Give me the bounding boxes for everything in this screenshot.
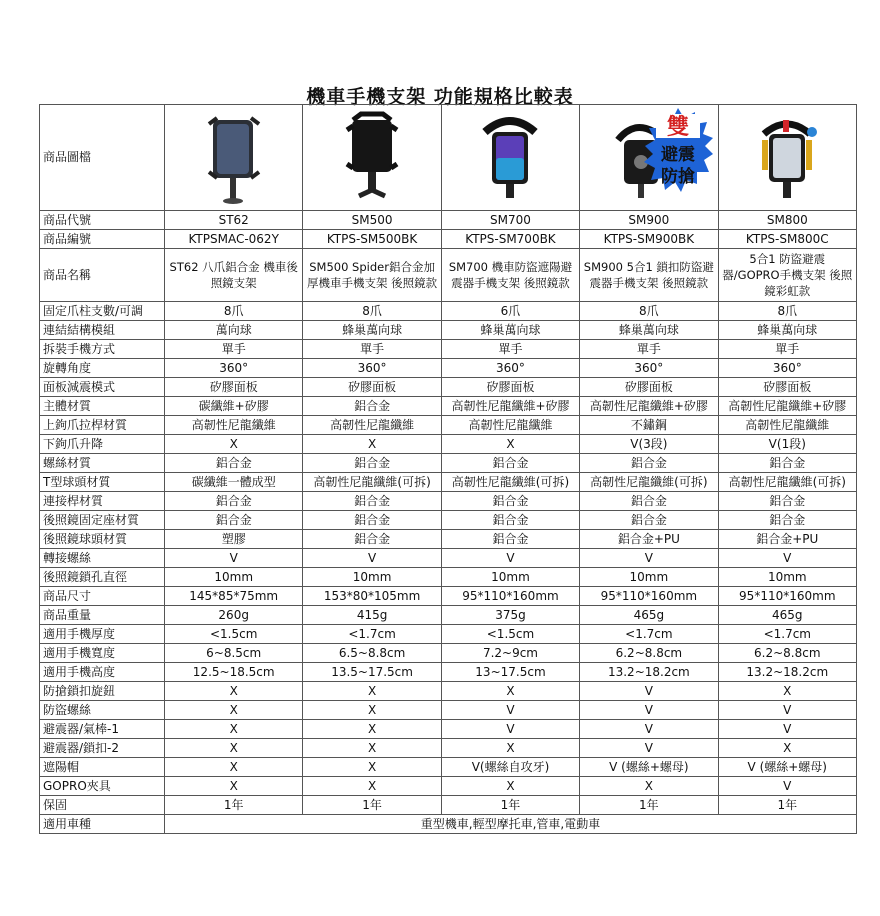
- table-cell: 10mm: [303, 568, 441, 587]
- table-cell: 7.2~9cm: [441, 644, 579, 663]
- table-cell: 高韌性尼龍纖維: [165, 416, 303, 435]
- spec-row: [40, 663, 857, 682]
- table-cell: SM900: [580, 211, 718, 230]
- table-cell: 鋁合金: [165, 454, 303, 473]
- table-cell: 6~8.5cm: [165, 644, 303, 663]
- row-label: T型球頭材質: [40, 473, 165, 492]
- product-image-cell: [441, 105, 579, 211]
- table-cell: ST62: [165, 211, 303, 230]
- table-cell: X: [441, 739, 579, 758]
- spec-row: [40, 720, 857, 739]
- table-cell: V: [165, 549, 303, 568]
- spec-row: [40, 701, 857, 720]
- table-cell: 95*110*160mm: [441, 587, 579, 606]
- table-cell: 鋁合金: [441, 530, 579, 549]
- table-cell: 單手: [718, 340, 856, 359]
- table-cell: 鋁合金: [718, 492, 856, 511]
- table-cell: 13.2~18.2cm: [580, 663, 718, 682]
- row-label: 後照鏡固定座材質: [40, 511, 165, 530]
- spec-row: [40, 777, 857, 796]
- table-cell: 95*110*160mm: [580, 587, 718, 606]
- table-cell: ST62 八爪鋁合金 機車後照鏡支架: [165, 249, 303, 302]
- table-cell: 高韌性尼龍纖維: [441, 416, 579, 435]
- spec-row: [40, 568, 857, 587]
- table-cell: 13.5~17.5cm: [303, 663, 441, 682]
- table-cell: X: [441, 682, 579, 701]
- row-label: 避震器/氣棒-1: [40, 720, 165, 739]
- table-cell: V (螺絲+螺母): [580, 758, 718, 777]
- spec-row: [40, 644, 857, 663]
- table-cell: V(螺絲自攻牙): [441, 758, 579, 777]
- table-cell: <1.5cm: [441, 625, 579, 644]
- table-cell: V: [441, 549, 579, 568]
- row-label: GOPRO夾具: [40, 777, 165, 796]
- table-cell: 高韌性尼龍纖維(可拆): [580, 473, 718, 492]
- table-cell: 360°: [303, 359, 441, 378]
- spec-row: [40, 340, 857, 359]
- table-cell: 鋁合金: [580, 511, 718, 530]
- spec-row: [40, 416, 857, 435]
- table-cell: 13.2~18.2cm: [718, 663, 856, 682]
- spec-row: [40, 492, 857, 511]
- product-image-cell: [718, 105, 856, 211]
- row-label: 後照鏡球頭材質: [40, 530, 165, 549]
- table-cell: 12.5~18.5cm: [165, 663, 303, 682]
- table-cell: 5合1 防盜避震器/GOPRO手機支架 後照鏡彩虹款: [718, 249, 856, 302]
- table-cell: 單手: [580, 340, 718, 359]
- table-cell: 高韌性尼龍纖維+矽膠: [718, 397, 856, 416]
- spec-row: [40, 302, 857, 321]
- vehicle-types-cell: 重型機車,輕型摩托車,管車,電動車: [165, 815, 857, 834]
- table-cell: 蜂巢萬向球: [718, 321, 856, 340]
- product-code-row: [40, 211, 857, 230]
- table-cell: 95*110*160mm: [718, 587, 856, 606]
- table-cell: V: [718, 720, 856, 739]
- table-cell: 6.5~8.8cm: [303, 644, 441, 663]
- table-cell: <1.7cm: [718, 625, 856, 644]
- table-cell: 360°: [580, 359, 718, 378]
- table-cell: X: [165, 777, 303, 796]
- table-cell: 415g: [303, 606, 441, 625]
- table-cell: 鋁合金: [718, 511, 856, 530]
- table-cell: X: [165, 435, 303, 454]
- row-label: 保固: [40, 796, 165, 815]
- table-cell: <1.7cm: [580, 625, 718, 644]
- product-image-cell: [165, 105, 303, 211]
- table-cell: 鋁合金+PU: [580, 530, 718, 549]
- table-cell: 465g: [718, 606, 856, 625]
- table-cell: 8爪: [580, 302, 718, 321]
- table-cell: 高韌性尼龍纖維+矽膠: [441, 397, 579, 416]
- table-cell: 6.2~8.8cm: [580, 644, 718, 663]
- spec-row: [40, 397, 857, 416]
- spec-row: [40, 587, 857, 606]
- table-cell: 360°: [441, 359, 579, 378]
- spec-row: [40, 511, 857, 530]
- table-cell: X: [303, 701, 441, 720]
- table-cell: 1年: [441, 796, 579, 815]
- row-label: 遮陽帽: [40, 758, 165, 777]
- table-cell: X: [165, 701, 303, 720]
- table-cell: X: [303, 777, 441, 796]
- table-cell: 鋁合金: [718, 454, 856, 473]
- spec-row: [40, 606, 857, 625]
- row-label: 主體材質: [40, 397, 165, 416]
- spec-row: [40, 739, 857, 758]
- row-label: 避震器/鎖扣-2: [40, 739, 165, 758]
- table-cell: 鋁合金: [303, 511, 441, 530]
- table-cell: V: [580, 701, 718, 720]
- table-cell: X: [441, 435, 579, 454]
- table-cell: 8爪: [303, 302, 441, 321]
- table-cell: 高韌性尼龍纖維: [303, 416, 441, 435]
- row-label: 面板減震模式: [40, 378, 165, 397]
- spec-row: [40, 321, 857, 340]
- table-cell: 矽膠面板: [441, 378, 579, 397]
- table-cell: X: [303, 682, 441, 701]
- table-cell: 高韌性尼龍纖維(可拆): [718, 473, 856, 492]
- table-cell: V: [441, 720, 579, 739]
- badge-line-2: 避震: [661, 145, 695, 165]
- row-label: 後照鏡鎖孔直徑: [40, 568, 165, 587]
- table-cell: 萬向球: [165, 321, 303, 340]
- table-cell: 鋁合金+PU: [718, 530, 856, 549]
- table-cell: 矽膠面板: [580, 378, 718, 397]
- badge-line-3: 防搶: [661, 167, 695, 187]
- table-cell: 高韌性尼龍纖維(可拆): [303, 473, 441, 492]
- spec-row: [40, 530, 857, 549]
- table-cell: KTPS-SM500BK: [303, 230, 441, 249]
- page-title: 機車手機支架 功能規格比較表: [306, 86, 574, 108]
- table-cell: V: [718, 777, 856, 796]
- table-cell: KTPS-SM900BK: [580, 230, 718, 249]
- table-cell: 1年: [165, 796, 303, 815]
- table-cell: 高韌性尼龍纖維: [718, 416, 856, 435]
- row-label: 防盜螺絲: [40, 701, 165, 720]
- table-cell: SM500: [303, 211, 441, 230]
- row-label: 下鉤爪升降: [40, 435, 165, 454]
- row-label: 商品編號: [40, 230, 165, 249]
- table-cell: 鋁合金: [165, 511, 303, 530]
- table-cell: 不鏽鋼: [580, 416, 718, 435]
- spec-row: [40, 378, 857, 397]
- vehicle-row: [40, 815, 857, 834]
- table-cell: KTPS-SM700BK: [441, 230, 579, 249]
- table-cell: SM900 5合1 鎖扣防盜避震器手機支架 後照鏡款: [580, 249, 718, 302]
- row-label: 商品尺寸: [40, 587, 165, 606]
- phone-holder-sm800-image: [752, 110, 822, 206]
- row-label: 商品重量: [40, 606, 165, 625]
- table-cell: V: [580, 549, 718, 568]
- table-cell: 鋁合金: [580, 454, 718, 473]
- spec-row: [40, 796, 857, 815]
- table-cell: V(1段): [718, 435, 856, 454]
- table-cell: 6爪: [441, 302, 579, 321]
- table-cell: 單手: [165, 340, 303, 359]
- phone-holder-st62-image: [199, 110, 269, 206]
- table-cell: V: [441, 701, 579, 720]
- table-cell: V (螺絲+螺母): [718, 758, 856, 777]
- table-cell: X: [165, 682, 303, 701]
- table-cell: 鋁合金: [441, 511, 579, 530]
- row-label: 連接桿材質: [40, 492, 165, 511]
- table-cell: 375g: [441, 606, 579, 625]
- table-cell: <1.7cm: [303, 625, 441, 644]
- table-cell: X: [718, 739, 856, 758]
- table-cell: 360°: [718, 359, 856, 378]
- table-cell: X: [303, 435, 441, 454]
- row-label: 連結結構模組: [40, 321, 165, 340]
- table-cell: 10mm: [441, 568, 579, 587]
- table-cell: 465g: [580, 606, 718, 625]
- table-cell: 鋁合金: [303, 454, 441, 473]
- table-cell: X: [165, 720, 303, 739]
- product-model-row: [40, 230, 857, 249]
- table-cell: 蜂巢萬向球: [441, 321, 579, 340]
- table-cell: X: [165, 739, 303, 758]
- table-cell: 鋁合金: [303, 397, 441, 416]
- table-cell: 碳纖維+矽膠: [165, 397, 303, 416]
- row-label: 適用手機高度: [40, 663, 165, 682]
- row-label: 上鉤爪拉桿材質: [40, 416, 165, 435]
- spec-row: [40, 359, 857, 378]
- row-label: 旋轉角度: [40, 359, 165, 378]
- product-image-cell: [303, 105, 441, 211]
- badge-line-1: 雙: [666, 115, 690, 140]
- row-label: 商品名稱: [40, 249, 165, 302]
- spec-row: [40, 625, 857, 644]
- table-cell: V: [580, 682, 718, 701]
- table-cell: KTPSMAC-062Y: [165, 230, 303, 249]
- spec-row: [40, 682, 857, 701]
- table-cell: 8爪: [718, 302, 856, 321]
- table-cell: 矽膠面板: [303, 378, 441, 397]
- row-label: 防搶鎖扣旋鈕: [40, 682, 165, 701]
- spec-row: [40, 454, 857, 473]
- table-cell: 1年: [718, 796, 856, 815]
- table-cell: 10mm: [165, 568, 303, 587]
- table-cell: SM500 Spider鋁合金加厚機車手機支架 後照鏡款: [303, 249, 441, 302]
- table-cell: SM800: [718, 211, 856, 230]
- row-label: 適用手機寬度: [40, 644, 165, 663]
- table-cell: 6.2~8.8cm: [718, 644, 856, 663]
- table-cell: KTPS-SM800C: [718, 230, 856, 249]
- product-image-row: [40, 105, 857, 211]
- spec-row: [40, 549, 857, 568]
- spec-row: [40, 473, 857, 492]
- table-cell: V(3段): [580, 435, 718, 454]
- table-cell: 鋁合金: [441, 454, 579, 473]
- row-label: 轉接螺絲: [40, 549, 165, 568]
- table-cell: 13~17.5cm: [441, 663, 579, 682]
- table-cell: 1年: [303, 796, 441, 815]
- spec-comparison-table: [39, 104, 857, 834]
- row-label: 拆裝手機方式: [40, 340, 165, 359]
- table-cell: V: [303, 549, 441, 568]
- table-cell: 10mm: [718, 568, 856, 587]
- table-cell: 鋁合金: [165, 492, 303, 511]
- row-label: 適用手機厚度: [40, 625, 165, 644]
- table-cell: 塑膠: [165, 530, 303, 549]
- table-cell: 蜂巢萬向球: [580, 321, 718, 340]
- table-cell: 鋁合金: [580, 492, 718, 511]
- row-label: 適用車種: [40, 815, 165, 834]
- table-cell: X: [441, 777, 579, 796]
- table-cell: V: [718, 549, 856, 568]
- table-cell: 鋁合金: [303, 492, 441, 511]
- table-cell: 高韌性尼龍纖維+矽膠: [580, 397, 718, 416]
- table-cell: 145*85*75mm: [165, 587, 303, 606]
- row-label: 螺絲材質: [40, 454, 165, 473]
- table-cell: V: [580, 739, 718, 758]
- table-cell: X: [303, 739, 441, 758]
- table-cell: 蜂巢萬向球: [303, 321, 441, 340]
- dual-shock-antitheft-badge: [643, 108, 713, 200]
- row-label: 固定爪柱支數/可調: [40, 302, 165, 321]
- table-cell: 單手: [303, 340, 441, 359]
- table-cell: 矽膠面板: [718, 378, 856, 397]
- table-cell: V: [580, 720, 718, 739]
- spec-row: [40, 435, 857, 454]
- table-cell: 單手: [441, 340, 579, 359]
- table-cell: X: [718, 682, 856, 701]
- table-cell: V: [718, 701, 856, 720]
- phone-holder-sm700-image: [475, 110, 545, 206]
- spec-row: [40, 758, 857, 777]
- table-cell: 8爪: [165, 302, 303, 321]
- table-cell: SM700: [441, 211, 579, 230]
- table-cell: 260g: [165, 606, 303, 625]
- table-cell: 鋁合金: [441, 492, 579, 511]
- table-cell: 鋁合金: [303, 530, 441, 549]
- table-cell: 1年: [580, 796, 718, 815]
- table-cell: 153*80*105mm: [303, 587, 441, 606]
- phone-holder-sm500-image: [337, 110, 407, 206]
- table-cell: X: [165, 758, 303, 777]
- table-cell: X: [303, 758, 441, 777]
- table-cell: 10mm: [580, 568, 718, 587]
- table-cell: 高韌性尼龍纖維(可拆): [441, 473, 579, 492]
- table-cell: X: [580, 777, 718, 796]
- row-label: 商品圖檔: [40, 105, 165, 211]
- table-cell: 360°: [165, 359, 303, 378]
- table-cell: 矽膠面板: [165, 378, 303, 397]
- table-cell: <1.5cm: [165, 625, 303, 644]
- row-label: 商品代號: [40, 211, 165, 230]
- table-cell: SM700 機車防盜遮陽避震器手機支架 後照鏡款: [441, 249, 579, 302]
- table-cell: X: [303, 720, 441, 739]
- table-cell: 碳纖維一體成型: [165, 473, 303, 492]
- product-name-row: [40, 249, 857, 302]
